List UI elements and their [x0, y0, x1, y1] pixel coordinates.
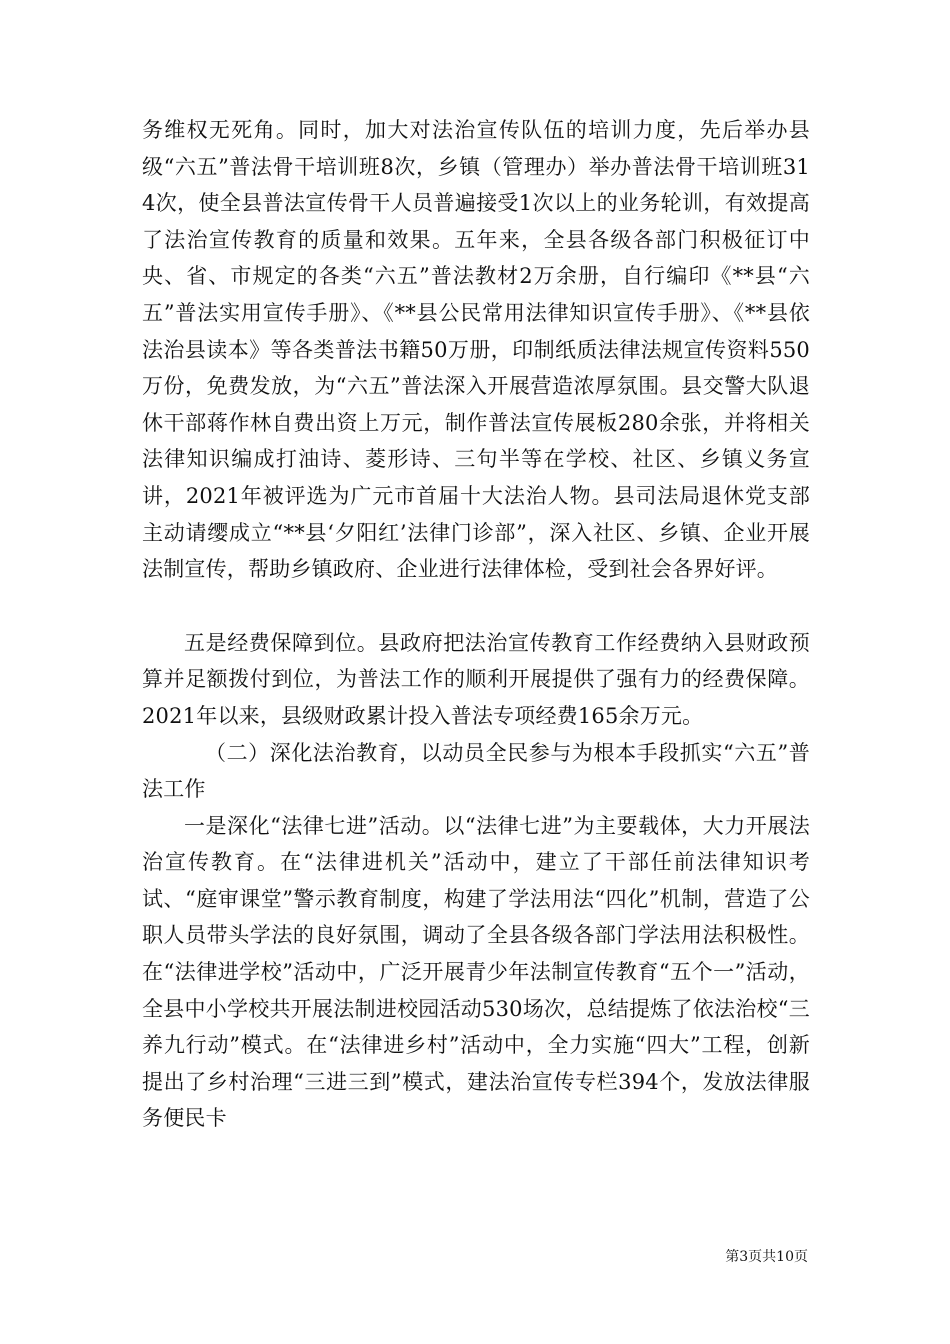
paragraph-funding: 五是经费保障到位。县政府把法治宣传教育工作经费纳入县财政预算并足额拨付到位，为普法工作的顺利开展提供了强有力的经费保障。2021年以来，县级财政累计投入普法专项经费165余万元。: [142, 630, 810, 728]
section-heading: （二）深化法治教育，以动员全民参与为根本手段抓实“六五”普法工作: [142, 740, 810, 802]
page-number: 第3页共10页: [725, 1249, 808, 1265]
paragraph-gap: [142, 588, 810, 625]
paragraph-law-seven: 一是深化“法律七进”活动。以“法律七进”为主要载体，大力开展法治宣传教育。在“法律进机关”活动中，建立了干部任前法律知识考试、“庭审课堂”警示教育制度，构建了学法用法“四化”机制，营造了公职人员带头学法的良好氛围，调动了全县各级各部门学法用法积极性。在“法律进学校”活动中，广泛开展青少年法制宣传教育“五个一”活动，全县中小学校共开展法制进校园活动530场次，总结提炼了依法治校“三养九行动”模式。在“法律进乡村”活动中，全力实施“四大”工程，创新提出了乡村治理“三进三到”模式，建法治宣传专栏394个，发放法律服务便民卡: [142, 813, 810, 1131]
document-body: [142, 112, 810, 1137]
paragraph-continuation: 务维权无死角。同时，加大对法治宣传队伍的培训力度，先后举办县级“六五”普法骨干培训班8次，乡镇（管理办）举办普法骨干培训班314次，使全县普法宣传骨干人员普遍接受1次以上的业务轮训，有效提高了法治宣传教育的质量和效果。五年来，全县各级各部门积极征订中央、省、市规定的各类“六五”普法教材2万余册，自行编印《**县“六五”普法实用宣传手册》、《**县公民常用法律知识宣传手册》、《**县依法治县读本》等各类普法书籍50万册，印制纸质法律法规宣传资料550万份，免费发放，为“六五”普法深入开展营造浓厚氛围。县交警大队退休干部蒋作林自费出资上万元，制作普法宣传展板280余张，并将相关法律知识编成打油诗、菱形诗、三句半等在学校、社区、乡镇义务宣讲，2021年被评选为广元市首届十大法治人物。县司法局退休党支部主动请缨成立“**县‘夕阳红’法律门诊部”，深入社区、乡镇、企业开展法制宣传，帮助乡镇政府、企业进行法律体检，受到社会各界好评。: [142, 118, 810, 582]
